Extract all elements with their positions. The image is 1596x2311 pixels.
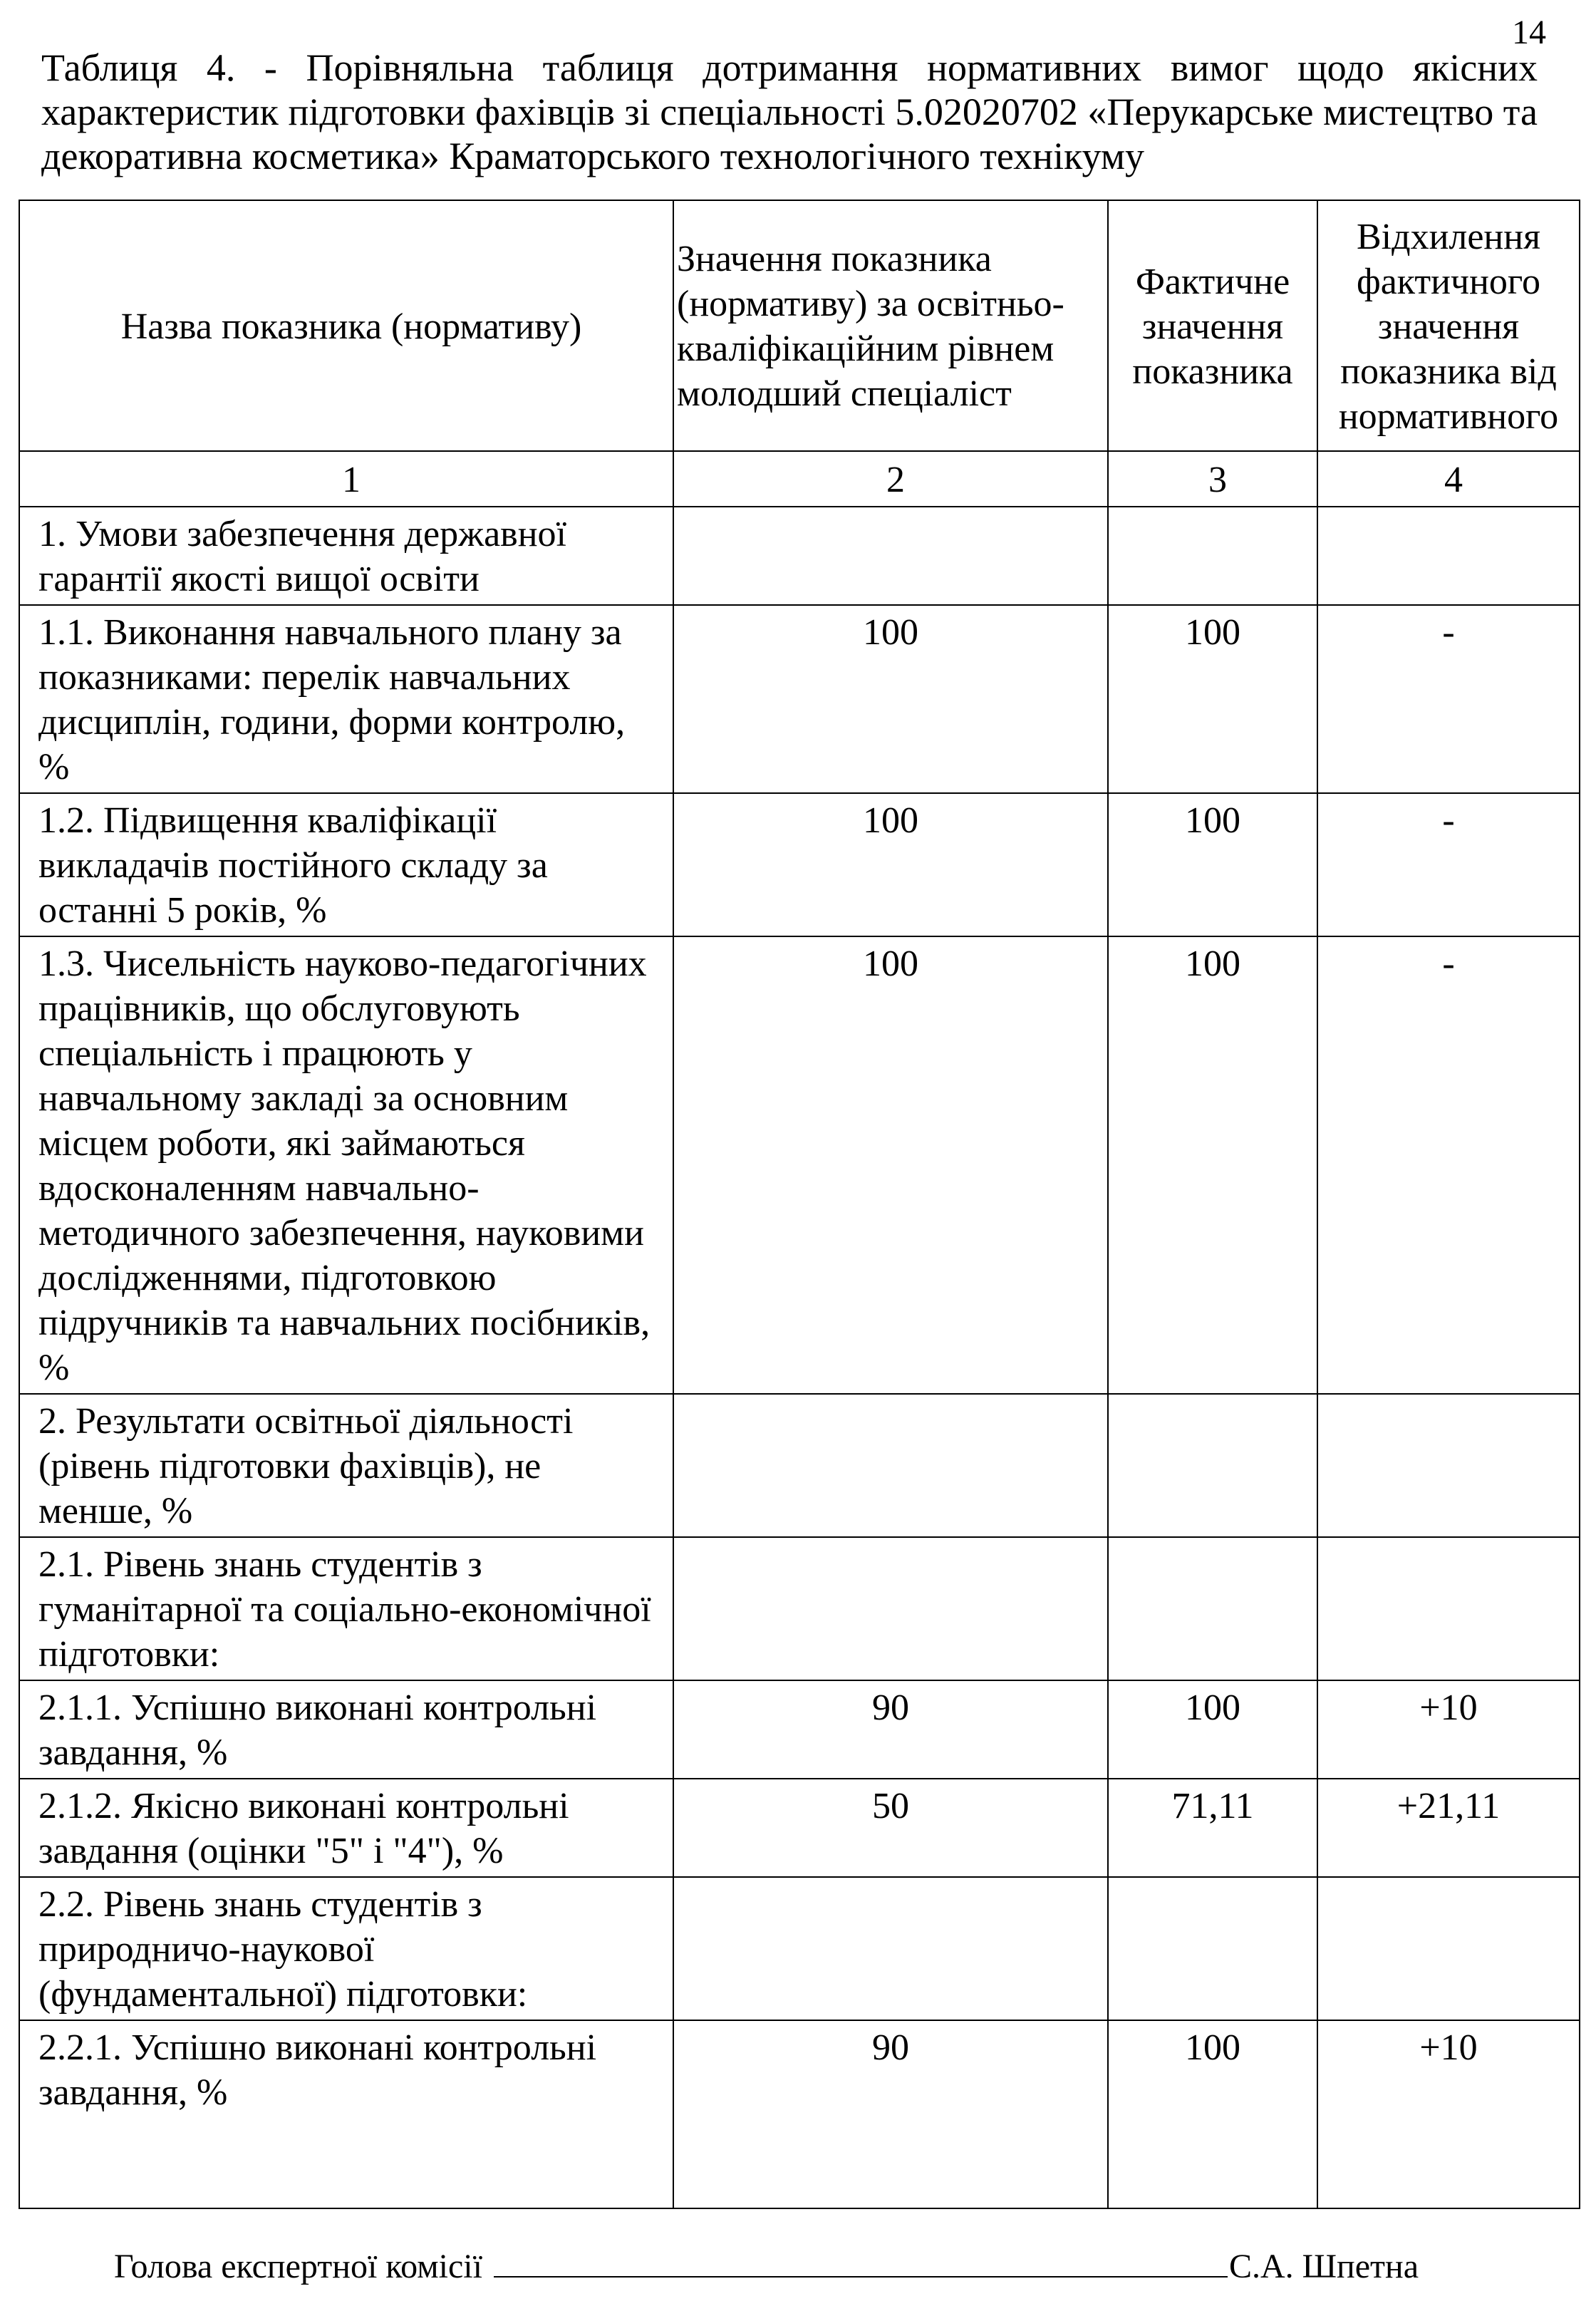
table-row — [19, 1394, 1580, 1537]
table-row — [19, 1877, 1580, 2020]
deviation-value: +21,11 — [1317, 1779, 1580, 1877]
signature-block — [114, 2245, 1468, 2288]
comparison-table — [19, 200, 1580, 2209]
norm-value: 100 — [673, 605, 1108, 793]
deviation-value: - — [1317, 936, 1580, 1394]
table-caption: Таблиця 4. - Порівняльна таблиця дотримання нормативних вимог щодо якісних характеристик підготовки фахівців зі спеціальності 5.02020702 «Перукарське мистецтво та декоративна косметика» Краматорського технологічного технікуму — [41, 46, 1538, 177]
header-deviation: Відхилення фактичного значення показника від нормативного — [1317, 200, 1580, 451]
actual-value — [1108, 507, 1317, 605]
indicator-name: 2.2. Рівень знань студентів з природничо-наукової (фундаментальної) підготовки: — [19, 1877, 673, 2020]
norm-value: 90 — [673, 2020, 1108, 2208]
table-header-row — [19, 200, 1580, 451]
norm-value — [673, 1394, 1108, 1537]
column-number: 4 — [1317, 451, 1580, 507]
signature-name: С.А. Шпетна — [1228, 2248, 1419, 2285]
deviation-value — [1317, 507, 1580, 605]
header-indicator-name: Назва показника (нормативу) — [19, 200, 673, 451]
indicator-name: 2.2.1. Успішно виконані контрольні завдання, % — [19, 2020, 673, 2208]
indicator-name: 2. Результати освітньої діяльності (рівень підготовки фахівців), не менше, % — [19, 1394, 673, 1537]
actual-value: 100 — [1108, 793, 1317, 936]
column-number-row — [19, 451, 1580, 507]
indicator-name: 1. Умови забезпечення державної гарантії якості вищої освіти — [19, 507, 673, 605]
norm-value: 100 — [673, 936, 1108, 1394]
indicator-name: 1.1. Виконання навчального плану за показниками: перелік навчальних дисциплін, години, форми контролю, % — [19, 605, 673, 793]
actual-value: 71,11 — [1108, 1779, 1317, 1877]
indicator-name: 2.1. Рівень знань студентів з гуманітарної та соціально-економічної підготовки: — [19, 1537, 673, 1680]
actual-value: 100 — [1108, 1680, 1317, 1779]
table-row — [19, 793, 1580, 936]
header-norm-value: Значення показника (нормативу) за освітньо-кваліфікаційним рівнем молодший спеціаліст — [673, 200, 1108, 451]
signature-line — [494, 2245, 1228, 2278]
actual-value — [1108, 1537, 1317, 1680]
actual-value: 100 — [1108, 605, 1317, 793]
signature-label: Голова експертної комісії — [114, 2248, 482, 2285]
actual-value: 100 — [1108, 2020, 1317, 2208]
column-number: 3 — [1108, 451, 1317, 507]
table-row — [19, 1537, 1580, 1680]
page-number: 14 — [1512, 14, 1546, 51]
norm-value: 90 — [673, 1680, 1108, 1779]
deviation-value: +10 — [1317, 1680, 1580, 1779]
norm-value — [673, 1537, 1108, 1680]
table-row — [19, 605, 1580, 793]
table-row — [19, 1779, 1580, 1877]
actual-value: 100 — [1108, 936, 1317, 1394]
deviation-value: - — [1317, 605, 1580, 793]
deviation-value: - — [1317, 793, 1580, 936]
indicator-name: 1.2. Підвищення кваліфікації викладачів постійного складу за останні 5 років, % — [19, 793, 673, 936]
indicator-name: 2.1.1. Успішно виконані контрольні завдання, % — [19, 1680, 673, 1779]
indicator-name: 2.1.2. Якісно виконані контрольні завдання (оцінки "5" і "4"), % — [19, 1779, 673, 1877]
actual-value — [1108, 1394, 1317, 1537]
actual-value — [1108, 1877, 1317, 2020]
table-row — [19, 507, 1580, 605]
deviation-value — [1317, 1394, 1580, 1537]
deviation-value — [1317, 1877, 1580, 2020]
table-row — [19, 936, 1580, 1394]
deviation-value — [1317, 1537, 1580, 1680]
norm-value — [673, 1877, 1108, 2020]
deviation-value: +10 — [1317, 2020, 1580, 2208]
norm-value: 50 — [673, 1779, 1108, 1877]
table-row — [19, 1680, 1580, 1779]
header-actual-value: Фактичне значення показника — [1108, 200, 1317, 451]
column-number: 2 — [673, 451, 1108, 507]
table-row — [19, 2020, 1580, 2208]
norm-value — [673, 507, 1108, 605]
norm-value: 100 — [673, 793, 1108, 936]
column-number: 1 — [19, 451, 673, 507]
indicator-name: 1.3. Чисельність науково-педагогічних працівників, що обслуговують спеціальність і працюють у навчальному закладі за основним місцем роботи, які займаються вдосконаленням навчально-методичного забезпечення, науковими дослідженнями, підготовкою підручників та навчальних посібників, % — [19, 936, 673, 1394]
